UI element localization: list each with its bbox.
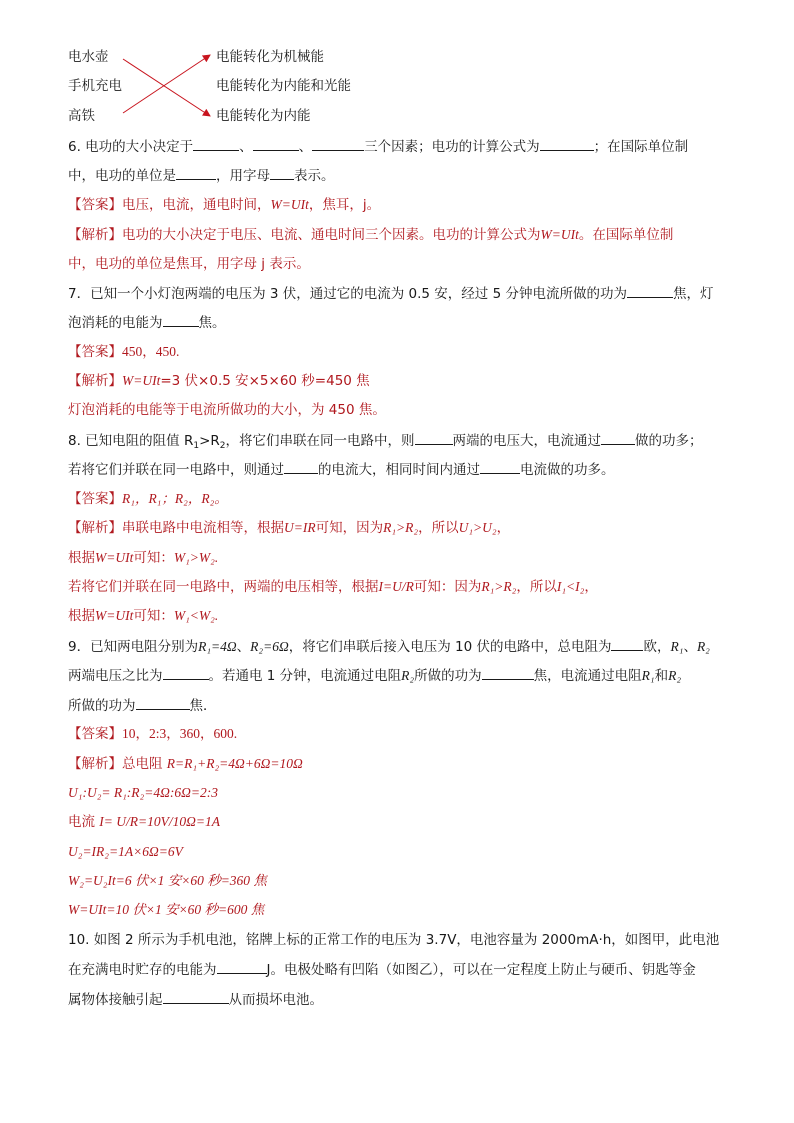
q7-line-1: 7．已知一个小灯泡两端的电压为 3 伏，通过它的电流为 0.5 安，经过 5 分钟电流所做的功为 焦，灯 bbox=[68, 286, 714, 302]
q10-line-1: 10. 如图 2 所示为手机电池，铭牌上标的正常工作的电压为 3.7V，电池容量为 2000mA·h，如图甲，此电池 bbox=[68, 932, 720, 948]
q6-blank-4[interactable] bbox=[540, 137, 594, 151]
q7-blank-2[interactable] bbox=[163, 313, 199, 327]
q8-analysis-3: 若将它们并联在同一电路中，两端的电压相等，根据I=U/R可知：因为R₁>R₂，所以I₁<I₂， bbox=[68, 579, 598, 595]
q7-analysis-1: 【解析】W=UIt=3 伏×0.5 安×5×60 秒=450 焦 bbox=[68, 373, 370, 389]
matching-arrows bbox=[68, 40, 218, 130]
q8-answer: 【答案】R₁，R₁；R₂，R₂。 bbox=[68, 491, 228, 507]
q8-blank-2[interactable] bbox=[601, 431, 635, 445]
q6-analysis-2: 中，电功的单位是焦耳，用字母 j 表示。 bbox=[68, 256, 310, 272]
q6-blank-3[interactable] bbox=[312, 137, 364, 151]
q9-line-2: 两端电压之比为 。若通电 1 分钟，电流通过电阻R₂所做的功为 焦，电流通过电阻R₁和R₂ bbox=[68, 668, 682, 684]
q7-blank-1[interactable] bbox=[627, 284, 673, 298]
q9-line-3: 所做的功为 焦． bbox=[68, 698, 217, 714]
q6-blank-2[interactable] bbox=[253, 137, 299, 151]
q6-blank-6[interactable] bbox=[270, 166, 294, 180]
q6-blank-5[interactable] bbox=[176, 166, 216, 180]
q10-line-2: 在充满电时贮存的电能为 J。电极处略有凹陷（如图乙），可以在一定程度上防止与硬币、钥匙等金 bbox=[68, 962, 696, 978]
q7-analysis-2: 灯泡消耗的电能等于电流所做功的大小，为 450 焦。 bbox=[68, 402, 386, 418]
q9-blank-1[interactable] bbox=[611, 637, 643, 651]
q9-blank-4[interactable] bbox=[136, 696, 190, 710]
q8-line-1: 8. 已知电阻的阻值 $R_1>R_2$，将它们串联在同一电路中，则 两端的电压大，电流通过 做的功多； bbox=[68, 433, 703, 451]
q10-line-3: 属物体接触引起 从而损坏电池。 bbox=[68, 992, 323, 1008]
q10-blank-1[interactable] bbox=[217, 960, 267, 974]
match-left-1: 电水壶 bbox=[68, 49, 109, 65]
arrow-train-to-mechanical bbox=[123, 55, 210, 113]
match-right-3: 电能转化为内能 bbox=[216, 108, 311, 124]
q9-calc-3: U₂=IR₂=1A×6Ω=6V bbox=[68, 844, 183, 859]
q8-analysis-4: 根据W=UIt可知：W₁<W₂. bbox=[68, 608, 219, 624]
q7-line-2: 泡消耗的电能为 焦。 bbox=[68, 315, 226, 331]
q8-blank-1[interactable] bbox=[415, 431, 453, 445]
q9-blank-2[interactable] bbox=[163, 666, 209, 680]
q6-answer: 【答案】电压，电流，通电时间，W=UIt，焦耳，j。 bbox=[68, 197, 381, 213]
q8-analysis-1: 【解析】串联电路中电流相等，根据U=IR可知，因为R₁>R₂，所以U₁>U₂， bbox=[68, 520, 511, 536]
q6-blank-1[interactable] bbox=[193, 137, 239, 151]
match-right-1: 电能转化为机械能 bbox=[216, 49, 324, 65]
match-left-2: 手机充电 bbox=[68, 78, 122, 94]
q10-blank-2[interactable] bbox=[163, 990, 229, 1004]
q8-blank-3[interactable] bbox=[284, 460, 318, 474]
q8-blank-4[interactable] bbox=[480, 460, 520, 474]
q9-line-1: 9．已知两电阻分别为R₁=4Ω、R₂=6Ω，将它们串联后接入电压为 10 伏的电路中，总电阻为 欧，R₁、R₂ bbox=[68, 639, 710, 655]
q9-calc-2: 电流 I= U/R=10V/10Ω=1A bbox=[68, 814, 220, 830]
q9-calc-4: W₂=U₂It=6 伏×1 安×60 秒=360 焦 bbox=[68, 873, 267, 888]
q8-analysis-2: 根据W=UIt可知：W₁>W₂. bbox=[68, 550, 219, 566]
q8-line-2: 若将它们并联在同一电路中，则通过 的电流大，相同时间内通过 电流做的功多。 bbox=[68, 462, 615, 478]
match-right-2: 电能转化为内能和光能 bbox=[216, 78, 351, 94]
q9-blank-3[interactable] bbox=[482, 666, 534, 680]
q9-answer: 【答案】10，2:3，360，600. bbox=[68, 726, 238, 742]
match-left-3: 高铁 bbox=[68, 108, 95, 124]
arrow-kettle-to-heat bbox=[123, 59, 210, 116]
q6-analysis-1: 【解析】电功的大小决定于电压、电流、通电时间三个因素。电功的计算公式为W=UIt。在国际单位制 bbox=[68, 227, 674, 243]
q6-line-2: 中，电功的单位是 ，用字母 表示。 bbox=[68, 168, 335, 184]
q7-answer: 【答案】450，450. bbox=[68, 344, 180, 360]
q6-line-1: 6. 电功的大小决定于 、 、 三个因素；电功的计算公式为 ；在国际单位制 bbox=[68, 139, 689, 155]
q9-calc-5: W=UIt=10 伏×1 安×60 秒=600 焦 bbox=[68, 902, 265, 917]
q9-calc-1: U₁:U₂= R₁:R₂=4Ω:6Ω=2:3 bbox=[68, 785, 218, 800]
q9-analysis-1: 【解析】总电阻 R=R₁+R₂=4Ω+6Ω=10Ω bbox=[68, 756, 303, 772]
